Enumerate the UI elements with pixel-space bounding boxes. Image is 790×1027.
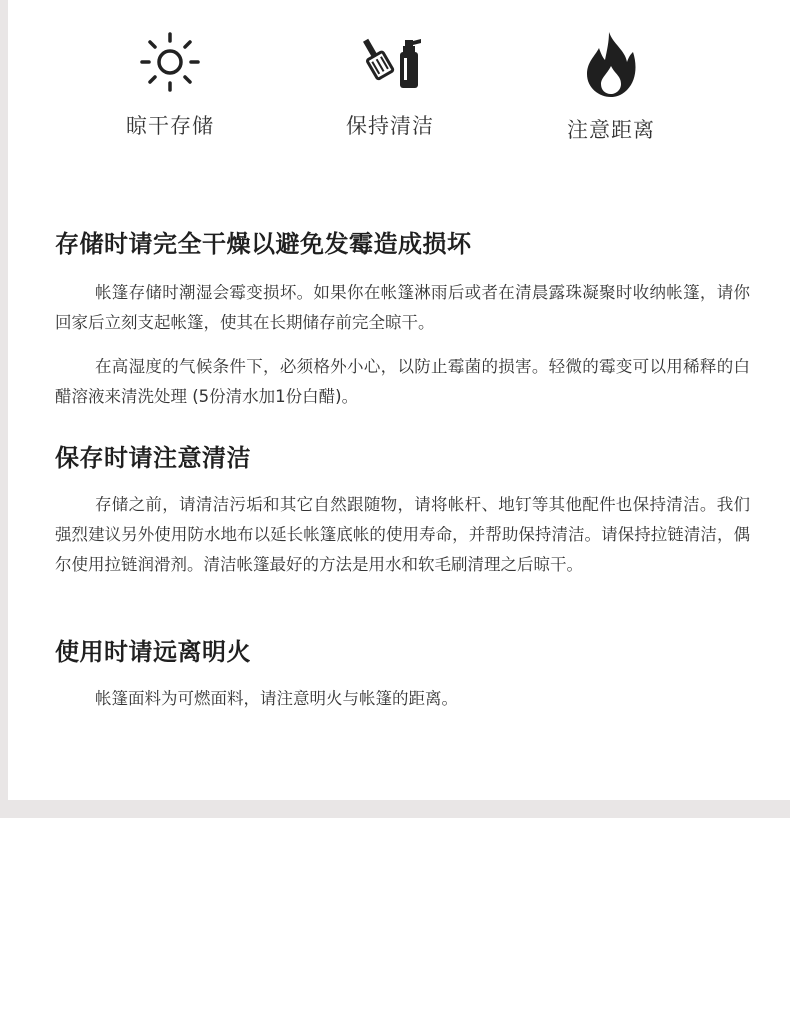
section-heading: 保存时请注意清洁 (55, 444, 251, 472)
section-paragraph: 存储之前，请清洁污垢和其它自然跟随物，请将帐杆、地钉等其他配件也保持清洁。我们强烈建议另外使用防水地布以延长帐篷底帐的使用寿命，并帮助保持清洁。请保持拉链清洁，偶尔使用拉链润滑剂。清洁帐篷最好的方法是用水和软毛刷清理之后晾干。 (55, 495, 750, 574)
feature-label: 注意距离 (567, 118, 655, 142)
flame-icon (521, 30, 701, 98)
section-paragraph: 在高湿度的气候条件下，必须格外小心，以防止霉菌的损害。轻微的霉变可以用稀释的白醋溶液来清洗处理 (5份清水加1份白醋)。 (55, 357, 750, 406)
section-paragraph: 帐篷面料为可燃面料，请注意明火与帐篷的距离。 (95, 689, 458, 708)
section-paragraph: 帐篷存储时潮湿会霉变损坏。如果你在帐篷淋雨后或者在清晨露珠凝聚时收纳帐篷，请你回家后立刻支起帐篷，使其在长期储存前完全晾干。 (55, 283, 750, 332)
feature-dry-storage (80, 30, 260, 140)
cleaning-icon (300, 30, 480, 94)
sun-icon (80, 30, 260, 94)
feature-label: 保持清洁 (346, 114, 434, 138)
feature-label: 晾干存储 (126, 114, 214, 138)
feature-keep-clean (300, 30, 480, 140)
section-heading: 存储时请完全干燥以避免发霉造成损坏 (55, 230, 472, 258)
section-heading: 使用时请远离明火 (55, 638, 251, 666)
feature-keep-distance (521, 30, 701, 144)
